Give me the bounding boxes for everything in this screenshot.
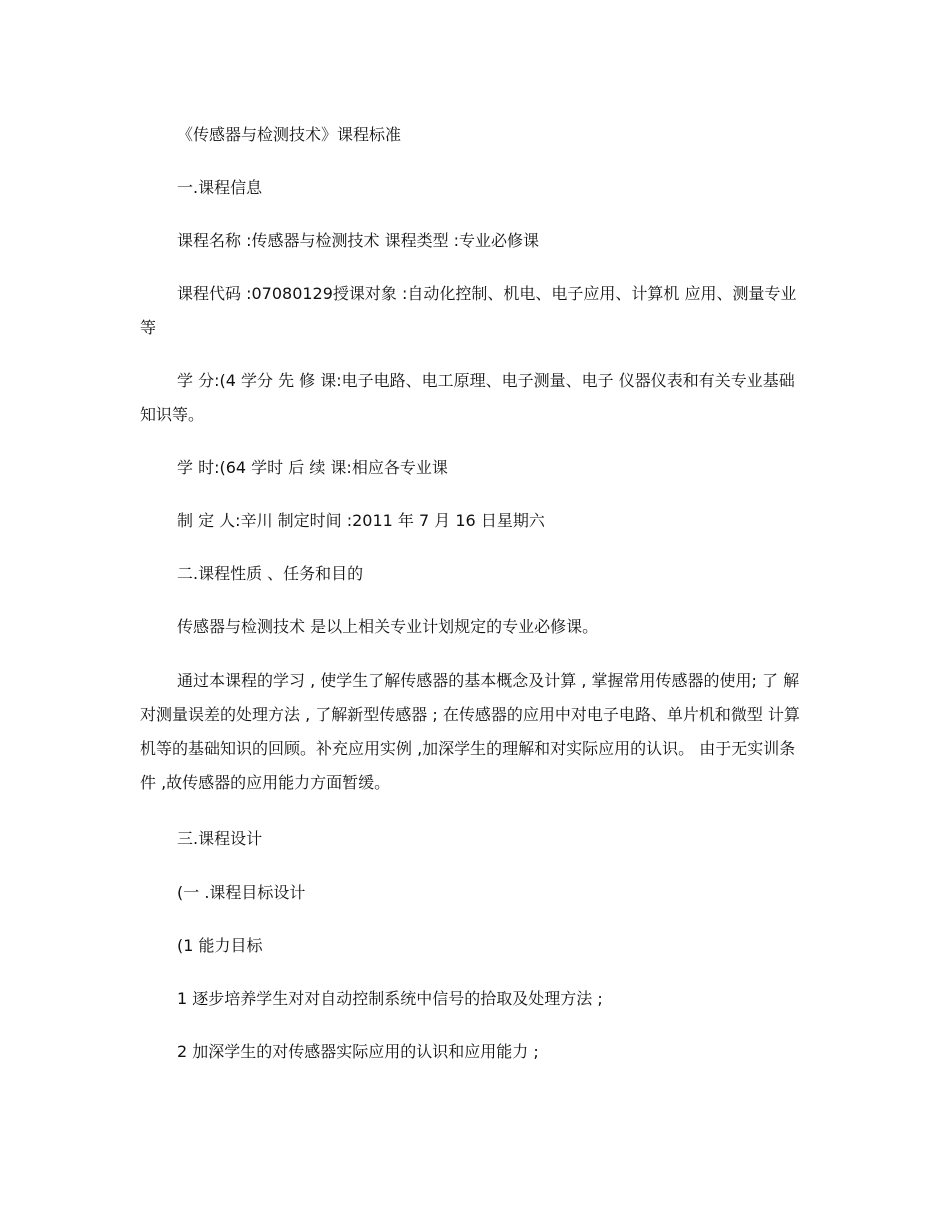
paragraph-course-name: 课程名称 :传感器与检测技术 课程类型 :专业必修课 — [177, 231, 540, 250]
list-item-objective-2: 2 加深学生的对传感器实际应用的认识和应用能力 ; — [177, 1042, 539, 1061]
section-heading-course-nature: 二.课程性质 、任务和目的 — [177, 564, 364, 583]
section-heading-course-design: 三.课程设计 — [177, 829, 263, 848]
subheading-objective-design: (一 .课程目标设计 — [177, 883, 306, 902]
paragraph-credits: 学 分:(4 学分 先 修 课:电子电路、电工原理、电子测量、电子 仪器仪表和有关专业基础知识等。 — [140, 371, 795, 424]
paragraph-hours: 学 时:(64 学时 后 续 课:相应各专业课 — [177, 458, 448, 477]
paragraph-course-purpose: 通过本课程的学习 , 使学生了解传感器的基本概念及计算 , 掌握常用传感器的使用; 了 解对测量误差的处理方法 , 了解新型传感器 ; 在传感器的应用中对电子电路、单片机和微型 计算机等的基础知识的回顾。补充应用实例 ,加深学生的理解和对实际应用的认识。 由于无实训条件 ,故传感器的应用能力方面暂缓。 — [140, 671, 800, 792]
subheading-ability-objective: (1 能力目标 — [177, 936, 263, 955]
paragraph-course-nature: 传感器与检测技术 是以上相关专业计划规定的专业必修课。 — [177, 617, 599, 636]
section-heading-course-info: 一.课程信息 — [177, 178, 263, 197]
paragraph-course-code: 课程代码 :07080129授课对象 :自动化控制、机电、电子应用、计算机 应用、测量专业等 — [140, 284, 797, 337]
paragraph-author: 制 定 人:辛川 制定时间 :2011 年 7 月 16 日星期六 — [177, 511, 545, 530]
list-item-objective-1: 1 逐步培养学生对对自动控制系统中信号的拾取及处理方法 ; — [177, 989, 603, 1008]
document-title: 《传感器与检测技术》课程标准 — [177, 125, 402, 144]
